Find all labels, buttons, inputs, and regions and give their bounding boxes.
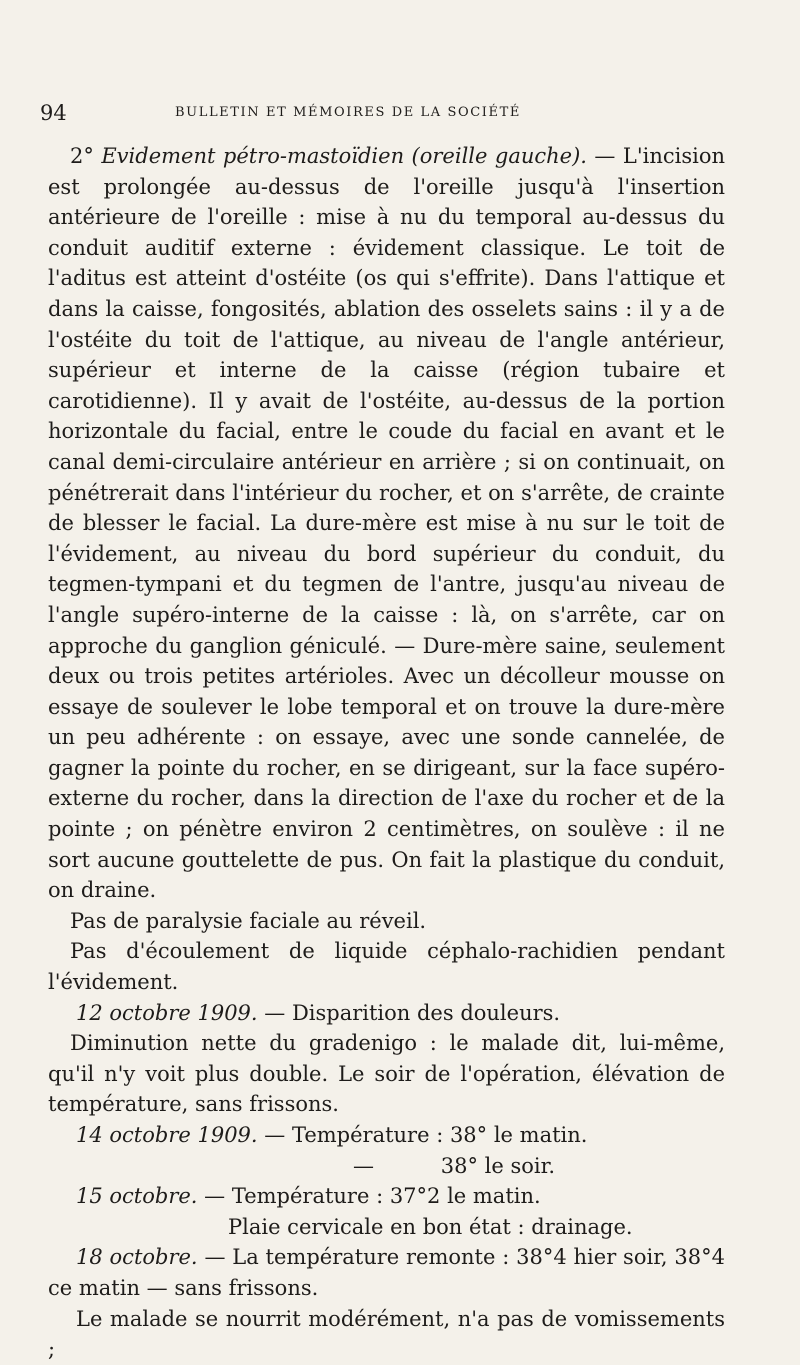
page-header [40, 101, 740, 127]
paragraph-14-octobre [48, 1120, 725, 1151]
entry-date: 15 octobre. [76, 1184, 198, 1209]
section-title: Evidement pétro-mastoïdien (oreille gauche). [101, 144, 587, 168]
paragraph-12-octobre [48, 998, 725, 1029]
paragraph-plaie: Plaie cervicale en bon état : drainage. [228, 1214, 633, 1239]
page-number: 94 [40, 101, 67, 125]
paragraph-14-octobre-soir: — 38° le soir. [353, 1153, 556, 1178]
paragraph-15-octobre [48, 1181, 725, 1212]
paragraph-18-octobre [48, 1242, 725, 1303]
entry-text: — Disparition des douleurs. [257, 1000, 561, 1025]
entry-date: 14 octobre 1909. [76, 1123, 258, 1147]
entry-text: — La température remonte : 38°4 hier soir, 38°4 ce matin — sans frissons. [48, 1245, 726, 1300]
paragraph-paralysie: Pas de paralysie faciale au réveil. [70, 908, 427, 933]
paragraph-nourrit: Le malade se nourrit modérément, n'a pas de vomissements ; [48, 1306, 725, 1362]
running-title: BULLETIN ET MÉMOIRES DE LA SOCIÉTÉ [175, 105, 521, 120]
entry-date: 18 octobre. [76, 1245, 198, 1270]
paragraph-ecoulement: Pas d'écoulement de liquide céphalo-rachidien pendant l'évidement. [48, 939, 725, 995]
paragraph-text: — L'incision est prolongée au-dessus de l'oreille jusqu'à l'insertion antérieure de l'oreille : mise à nu du temporal au-dessus du conduit auditif externe : évidement classique. Le toit de l'aditus est atteint d'ostéite (os qui s'effrite). Dans l'attique et dans la caisse, fongosités, ablation des osselets sains : il y a de l'ostéite du toit de l'attique, au niveau de l'angle antérieur, supérieur et interne de la caisse (région tubaire et carotidienne). Il y avait de l'ostéite, au-dessus de la portion horizontale du facial, entre le coude du facial en avant et le canal demi-circulaire antérieur en arrière ; si on continuait, on pénétrerait dans l'intérieur du rocher, et on s'arrête, de crainte de blesser le facial. La dure-mère est mise à nu sur le toit de l'évidement, au niveau du bord supérieur du conduit, du tegmen-tympani et du tegmen de l'antre, jusqu'au niveau de l'angle supéro-interne de la caisse : là, on s'arrête, car on approche du ganglion géniculé. — Dure-mère saine, seulement deux ou trois petites artérioles. Avec un décolleur mousse on essaye de soulever le lobe temporal et on trouve la dure-mère un peu adhérente : on essaye, avec une sonde cannelée, de gagner la pointe du rocher, en se dirigeant, sur la face supéro-externe du rocher, dans la direction de l'axe du rocher et de la pointe ; on pénètre environ 2 centimètres, on soulève : il ne sort aucune gouttelette de pus. On fait la plastique du conduit, on draine. [48, 144, 725, 903]
entry-text: — Température : 38° le matin. [257, 1123, 588, 1147]
body-text [48, 141, 725, 1365]
entry-date: 12 octobre 1909. [76, 1000, 258, 1025]
section-number: 2° [70, 144, 94, 168]
entry-text: — Température : 37°2 le matin. [197, 1184, 541, 1209]
paragraph-diminution: Diminution nette du gradenigo : le malade dit, lui-même, qu'il n'y voit plus double. Le soir de l'opération, élévation de température, sans frissons. [48, 1031, 725, 1117]
paragraph-evidement [48, 141, 725, 906]
